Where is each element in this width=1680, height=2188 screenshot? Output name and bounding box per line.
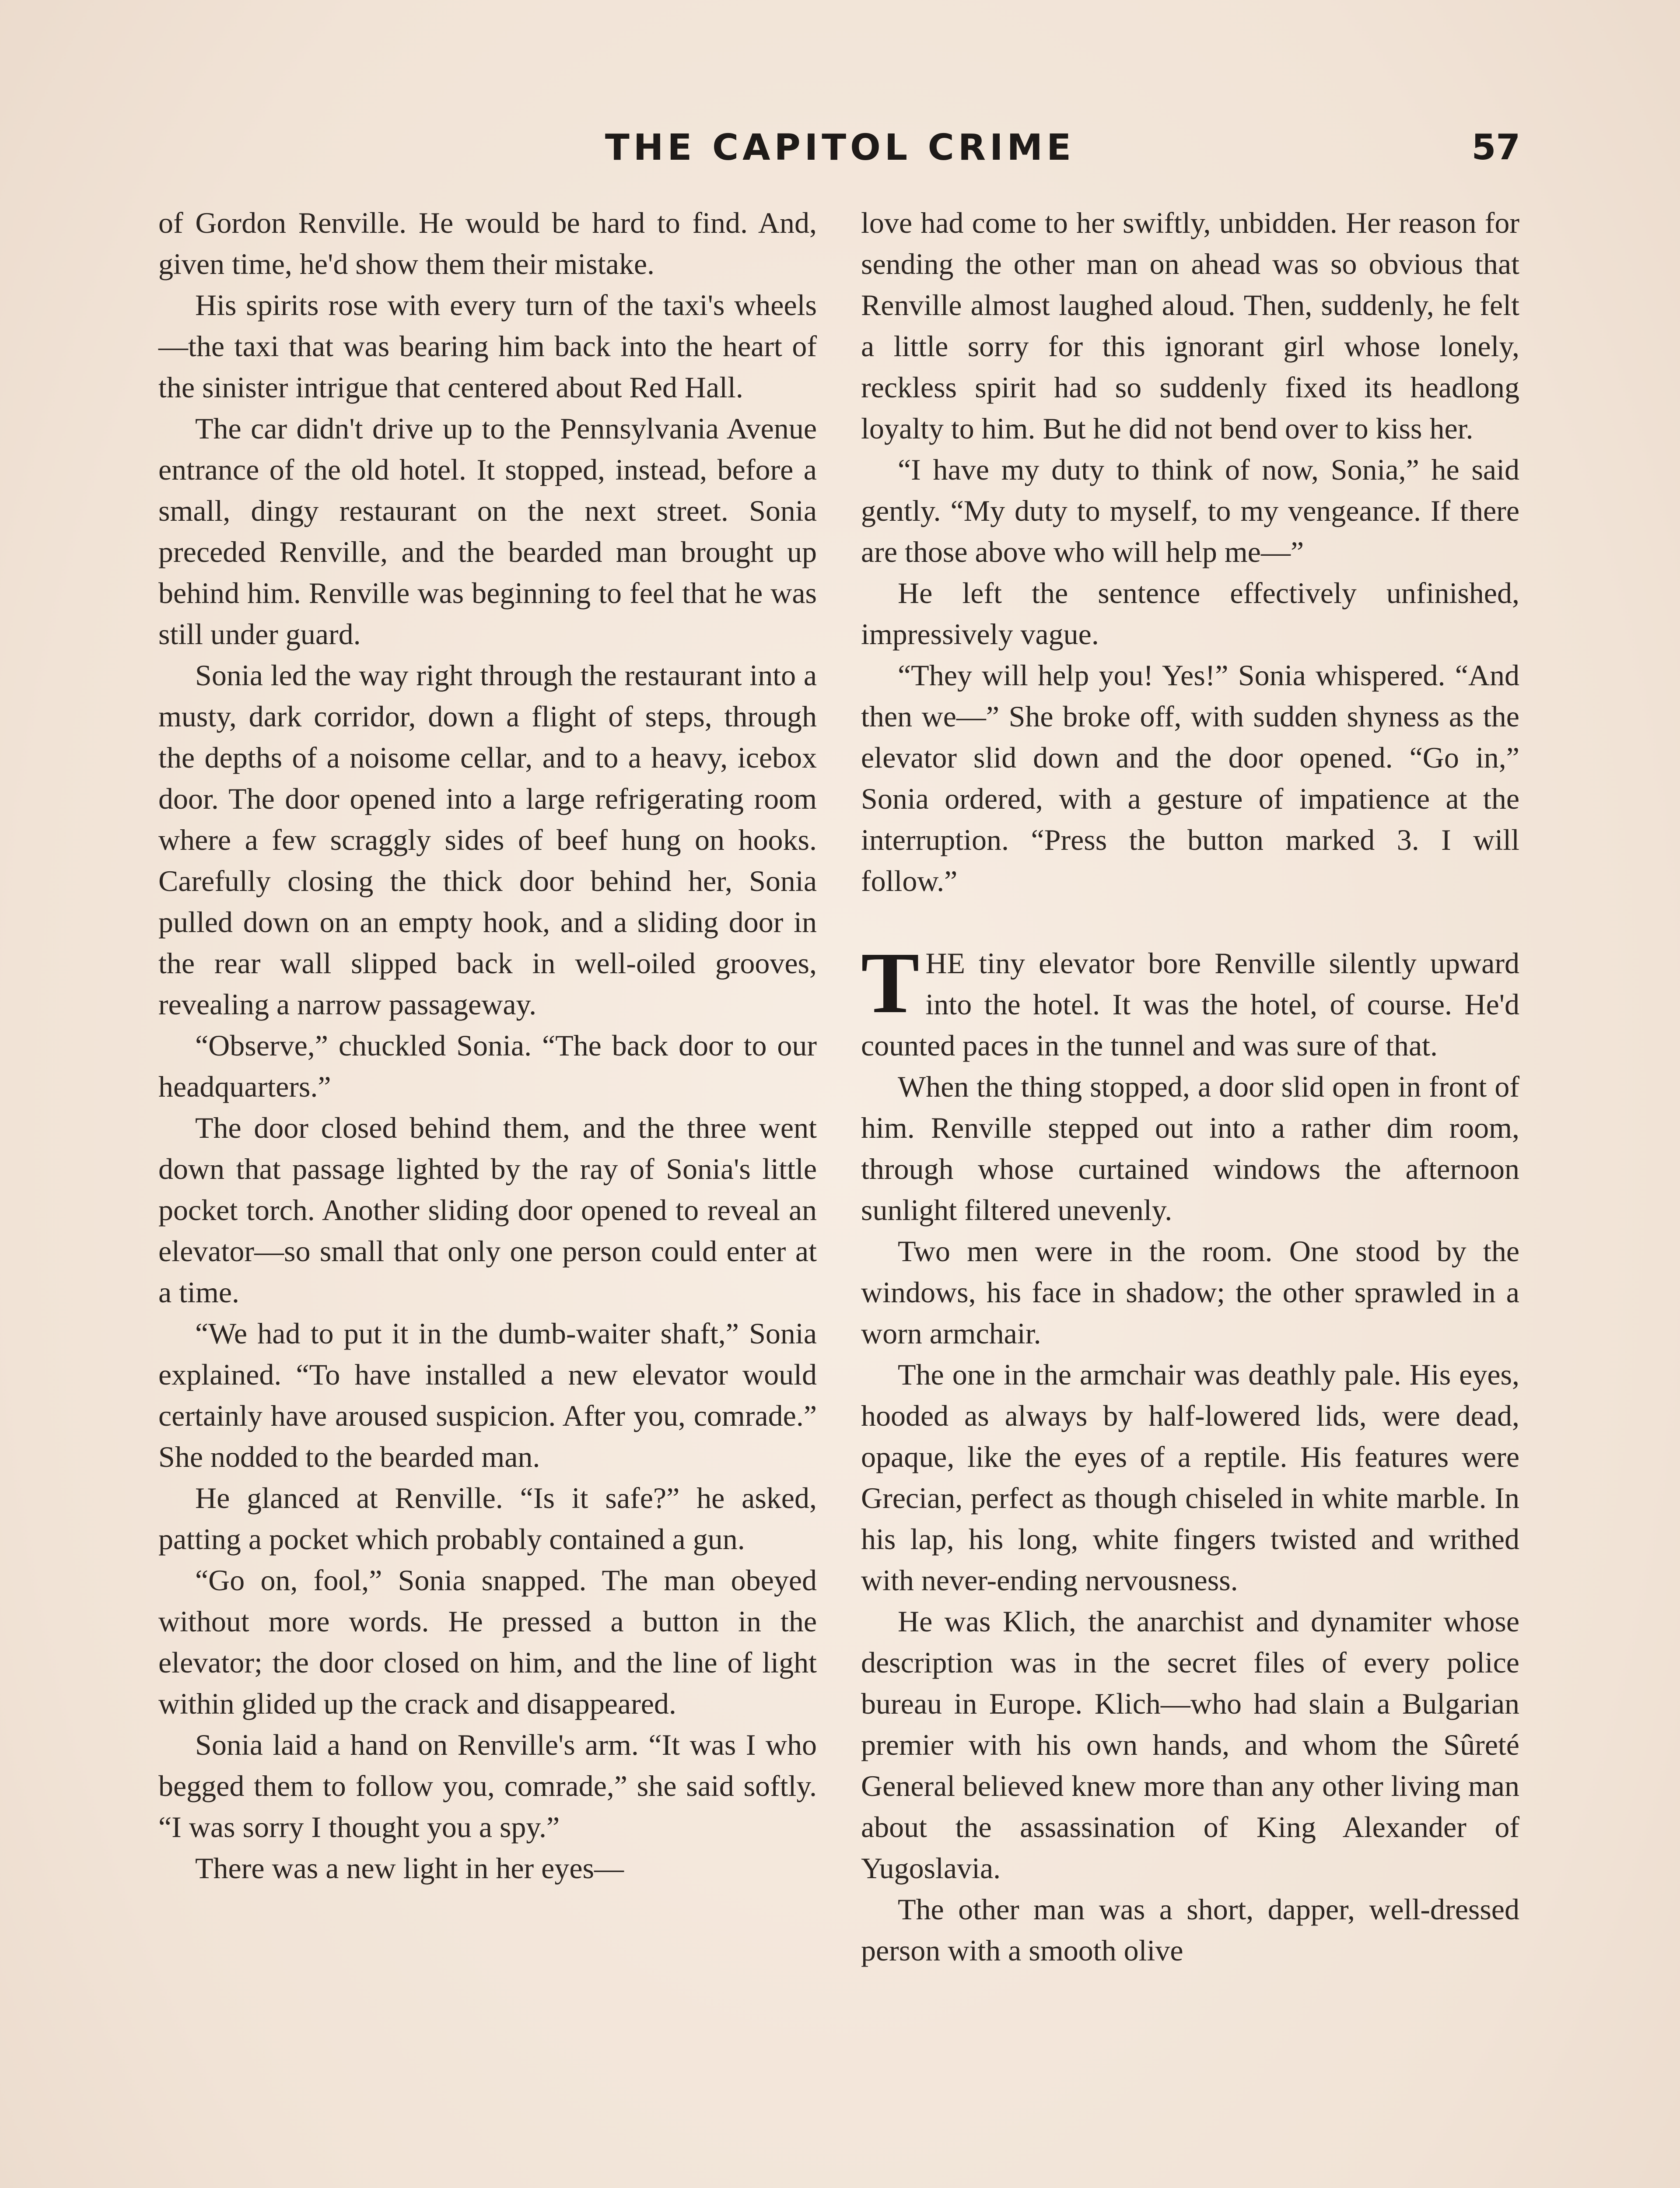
section-start-text: HE tiny elevator bore Renville silently upward into the hotel. It was the hotel, of course. He'd counted paces in the tunnel and was sure of that. xyxy=(861,947,1519,1062)
right-column xyxy=(861,202,1519,1971)
paragraph: He was Klich, the anarchist and dynamiter whose description was in the secret files of every police bureau in Europe. Klich—who had slain a Bulgarian premier with his own hands, and whom the Sûreté General believed knew more than any other living man about the assassination of King Alexander of Yugoslavia. xyxy=(861,1605,1519,1885)
running-title: THE CAPITOL CRIME xyxy=(605,127,1075,168)
paragraph: The other man was a short, dapper, well-dressed person with a smooth olive xyxy=(861,1893,1519,1967)
left-column xyxy=(158,202,817,1889)
paragraph: He left the sentence effectively unfinished, impressively vague. xyxy=(861,576,1519,651)
paragraph: love had come to her swiftly, unbidden. Her reason for sending the other man on ahead was so obvious that Renville almost laughed aloud. Then, suddenly, he felt a little sorry for this ignorant girl whose lonely, reckless spirit had so suddenly fixed its headlong loyalty to him. But he did not bend over to kiss her. xyxy=(861,206,1519,445)
paragraph: Sonia laid a hand on Renville's arm. “It was I who begged them to follow you, comrade,” she said softly. “I was sorry I thought you a spy.” xyxy=(158,1728,817,1844)
paragraph: The door closed behind them, and the three went down that passage lighted by the ray of Sonia's little pocket torch. Another sliding door opened to reveal an elevator—so small that only one person could enter at a time. xyxy=(158,1111,817,1309)
paragraph: His spirits rose with every turn of the taxi's wheels—the taxi that was bearing him back into the heart of the sinister intrigue that centered about Red Hall. xyxy=(158,288,817,404)
paragraph: “I have my duty to think of now, Sonia,” he said gently. “My duty to myself, to my vengeance. If there are those above who will help me—” xyxy=(861,453,1519,568)
paragraph: “They will help you! Yes!” Sonia whispered. “And then we—” She broke off, with sudden shyness as the elevator slid down and the door opened. “Go in,” Sonia ordered, with a gesture of impatience at the interruption. “Press the button marked 3. I will follow.” xyxy=(861,659,1519,898)
paragraph: “Observe,” chuckled Sonia. “The back door to our headquarters.” xyxy=(158,1029,817,1103)
paragraph: “Go on, fool,” Sonia snapped. The man obeyed without more words. He pressed a button in the elevator; the door closed on him, and the line of light within glided up the crack and disappeared. xyxy=(158,1564,817,1720)
paragraph: Two men were in the room. One stood by the windows, his face in shadow; the other sprawled in a worn armchair. xyxy=(861,1234,1519,1350)
paragraph: Sonia led the way right through the restaurant into a musty, dark corridor, down a flight of steps, through the depths of a noisome cellar, and to a heavy, icebox door. The door opened into a large refrigerating room where a few scraggly sides of beef hung on hooks. Carefully closing the thick door behind her, Sonia pulled down on an empty hook, and a sliding door in the rear wall slipped back in well-oiled grooves, revealing a narrow passageway. xyxy=(158,659,817,1021)
page-number: 57 xyxy=(1471,127,1520,168)
drop-cap: T xyxy=(861,935,920,1031)
paragraph: He glanced at Renville. “Is it safe?” he asked, patting a pocket which probably contained a gun. xyxy=(158,1481,817,1556)
section-start-paragraph xyxy=(861,935,1519,1066)
paragraph: of Gordon Renville. He would be hard to find. And, given time, he'd show them their mistake. xyxy=(158,206,817,281)
paragraph: The one in the armchair was deathly pale. His eyes, hooded as always by half-lowered lids, were dead, opaque, like the eyes of a reptile. His features were Grecian, perfect as though chiseled in white marble. In his lap, his long, white fingers twisted and writhed with never-ending nervousness. xyxy=(861,1358,1519,1597)
paragraph: “We had to put it in the dumb-waiter shaft,” Sonia explained. “To have installed a new elevator would certainly have aroused suspicion. After you, comrade.” She nodded to the bearded man. xyxy=(158,1317,817,1473)
paragraph: The car didn't drive up to the Pennsylvania Avenue entrance of the old hotel. It stopped, instead, before a small, dingy restaurant on the next street. Sonia preceded Renville, and the bearded man brought up behind him. Renville was beginning to feel that he was still under guard. xyxy=(158,412,817,651)
paragraph: When the thing stopped, a door slid open in front of him. Renville stepped out into a rather dim room, through whose curtained windows the afternoon sunlight filtered unevenly. xyxy=(861,1070,1519,1227)
paragraph: There was a new light in her eyes— xyxy=(195,1851,624,1885)
running-head xyxy=(160,127,1520,179)
